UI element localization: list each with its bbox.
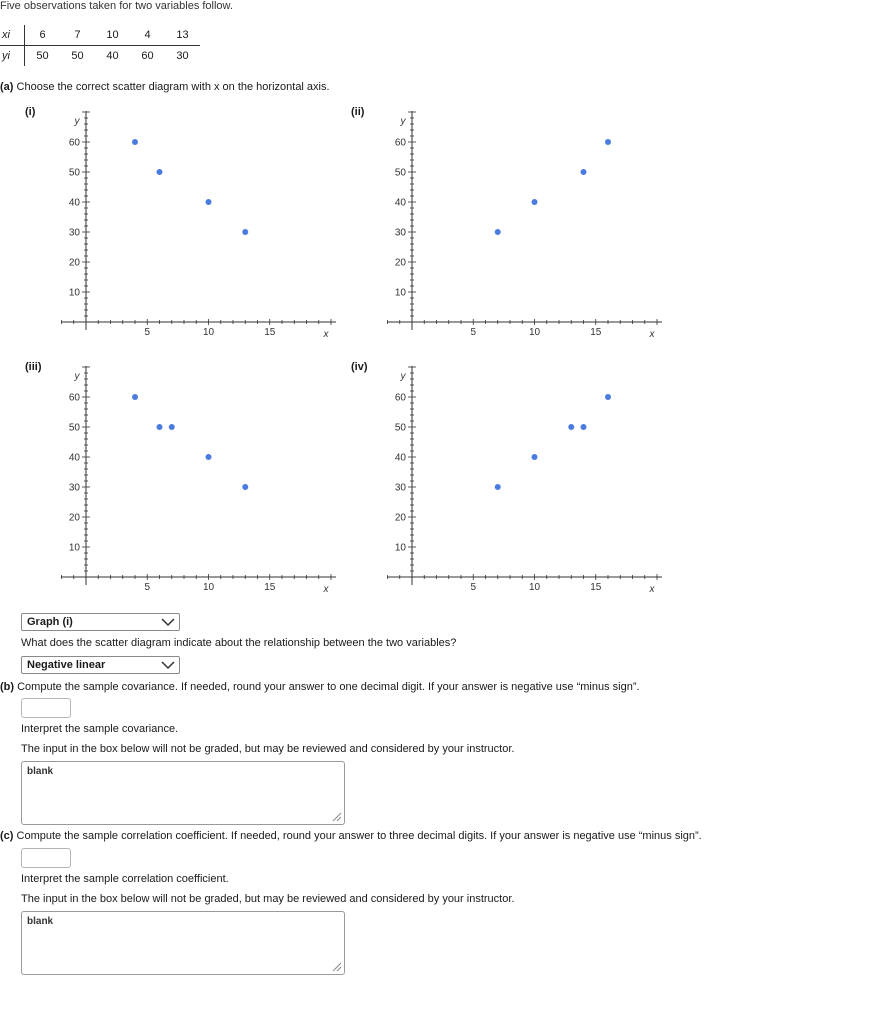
scatter-plot-iv	[381, 363, 671, 598]
y-tick-label: 30	[394, 227, 406, 239]
y-tick-label: 60	[394, 392, 406, 404]
part-b-question	[0, 681, 640, 693]
graph-label-ii: (ii)	[351, 106, 365, 118]
y-tick-label: 50	[394, 422, 406, 434]
part-c-question	[0, 830, 702, 842]
y-value: 50	[36, 50, 49, 62]
graph-label-iii: (iii)	[25, 361, 42, 373]
y-tick-label: 10	[394, 287, 406, 299]
part-a-text: Choose the correct scatter diagram with x on the horizontal axis.	[16, 81, 330, 93]
y-tick-label: 50	[394, 167, 406, 179]
data-point	[242, 484, 248, 490]
x-axis-label: x	[649, 584, 655, 595]
part-a-prefix: (a)	[0, 81, 14, 93]
scatter-plot-ii	[381, 108, 671, 343]
graph-select-value: Graph (i)	[27, 616, 73, 628]
resize-grip-icon[interactable]	[331, 811, 342, 822]
data-point	[206, 454, 212, 460]
y-tick-label: 60	[394, 137, 406, 149]
x-axis-label: x	[649, 329, 655, 340]
x-value: 6	[25, 25, 61, 46]
y-tick-label: 60	[68, 392, 80, 404]
correlation-interpretation-textarea[interactable]	[21, 911, 345, 975]
y-label: yi	[0, 46, 25, 67]
x-tick-label: 15	[590, 582, 602, 593]
graph-label-i: (i)	[25, 106, 36, 118]
y-value: 50	[71, 50, 84, 62]
y-tick-label: 10	[68, 542, 80, 554]
y-tick-label: 40	[68, 452, 80, 464]
y-tick-label: 40	[394, 452, 406, 464]
resize-grip-icon[interactable]	[331, 961, 342, 972]
x-tick-label: 10	[202, 582, 215, 593]
relationship-select[interactable]	[21, 656, 180, 674]
data-point	[157, 424, 163, 430]
data-point	[169, 424, 175, 430]
x-value: 7	[60, 25, 95, 46]
relationship-question: What does the scatter diagram indicate about the relationship between the two variables?	[21, 637, 457, 649]
x-axis-label: x	[323, 329, 329, 340]
intro-text: Five observations taken for two variables follow.	[0, 0, 233, 12]
y-axis-label: y	[400, 371, 406, 382]
data-point	[532, 199, 538, 205]
part-b-text: Compute the sample covariance. If needed, round your answer to one decimal digit. If your answer is negative use “minus sign”.	[17, 681, 640, 693]
y-tick-label: 10	[394, 542, 406, 554]
x-row	[0, 25, 200, 46]
y-tick-label: 10	[68, 287, 80, 299]
y-value: 60	[141, 50, 154, 62]
data-point	[132, 139, 138, 145]
covariance-note: The input in the box below will not be graded, but may be reviewed and considered by your instructor.	[21, 743, 515, 755]
data-point	[157, 169, 163, 175]
y-tick-label: 40	[394, 197, 406, 209]
x-value: 13	[165, 25, 200, 46]
y-tick-label: 20	[68, 257, 80, 269]
x-value: 10	[95, 25, 130, 46]
data-point	[495, 229, 501, 235]
covariance-interpretation-textarea[interactable]	[21, 761, 345, 825]
y-tick-label: 20	[68, 512, 80, 524]
x-tick-label: 15	[264, 327, 276, 338]
part-c-prefix: (c)	[0, 830, 14, 842]
scatter-plot-i	[55, 108, 345, 343]
y-tick-label: 50	[68, 422, 80, 434]
y-tick-label: 50	[68, 167, 80, 179]
y-tick-label: 30	[68, 482, 80, 494]
data-point	[605, 139, 611, 145]
x-tick-label: 5	[470, 582, 477, 593]
textarea-placeholder: blank	[27, 916, 54, 927]
y-tick-label: 60	[68, 137, 80, 149]
covariance-input[interactable]	[21, 698, 71, 718]
correlation-interpret-label: Interpret the sample correlation coefficient.	[21, 873, 229, 885]
correlation-note: The input in the box below will not be graded, but may be reviewed and considered by your instructor.	[21, 893, 515, 905]
graph-label-iv: (iv)	[351, 361, 368, 373]
data-point	[581, 424, 587, 430]
data-point	[242, 229, 248, 235]
y-tick-label: 40	[68, 197, 80, 209]
part-b-prefix: (b)	[0, 681, 15, 693]
y-row	[0, 46, 200, 67]
x-tick-label: 15	[264, 582, 276, 593]
y-axis-label: y	[400, 116, 406, 127]
part-c-text: Compute the sample correlation coefficient. If needed, round your answer to three decimal digits. If your answer is negative use “minus sign”.	[16, 830, 702, 842]
textarea-placeholder: blank	[27, 766, 54, 777]
x-label: xi	[0, 25, 25, 46]
data-point	[581, 169, 587, 175]
y-value: 30	[176, 50, 189, 62]
x-value: 4	[130, 25, 165, 46]
graph-select[interactable]	[21, 613, 180, 631]
x-tick-label: 15	[590, 327, 602, 338]
y-tick-label: 20	[394, 257, 406, 269]
x-tick-label: 5	[470, 327, 477, 338]
data-point	[568, 424, 574, 430]
part-a-question	[0, 81, 330, 93]
data-point	[605, 394, 611, 400]
y-tick-label: 20	[394, 512, 406, 524]
scatter-plot-iii	[55, 363, 345, 598]
y-axis-label: y	[74, 116, 80, 127]
x-axis-label: x	[323, 584, 329, 595]
relationship-select-value: Negative linear	[27, 659, 106, 671]
y-value: 40	[106, 50, 119, 62]
x-tick-label: 10	[528, 582, 541, 593]
chevron-down-icon	[161, 659, 175, 671]
data-point	[206, 199, 212, 205]
observations-table	[0, 25, 200, 66]
x-tick-label: 5	[144, 327, 151, 338]
x-tick-label: 10	[528, 327, 541, 338]
covariance-interpret-label: Interpret the sample covariance.	[21, 723, 179, 735]
chevron-down-icon	[161, 616, 175, 628]
data-point	[495, 484, 501, 490]
data-point	[132, 394, 138, 400]
y-tick-label: 30	[394, 482, 406, 494]
y-axis-label: y	[74, 371, 80, 382]
x-tick-label: 10	[202, 327, 215, 338]
x-tick-label: 5	[144, 582, 151, 593]
y-tick-label: 30	[68, 227, 80, 239]
data-point	[532, 454, 538, 460]
correlation-input[interactable]	[21, 848, 71, 868]
